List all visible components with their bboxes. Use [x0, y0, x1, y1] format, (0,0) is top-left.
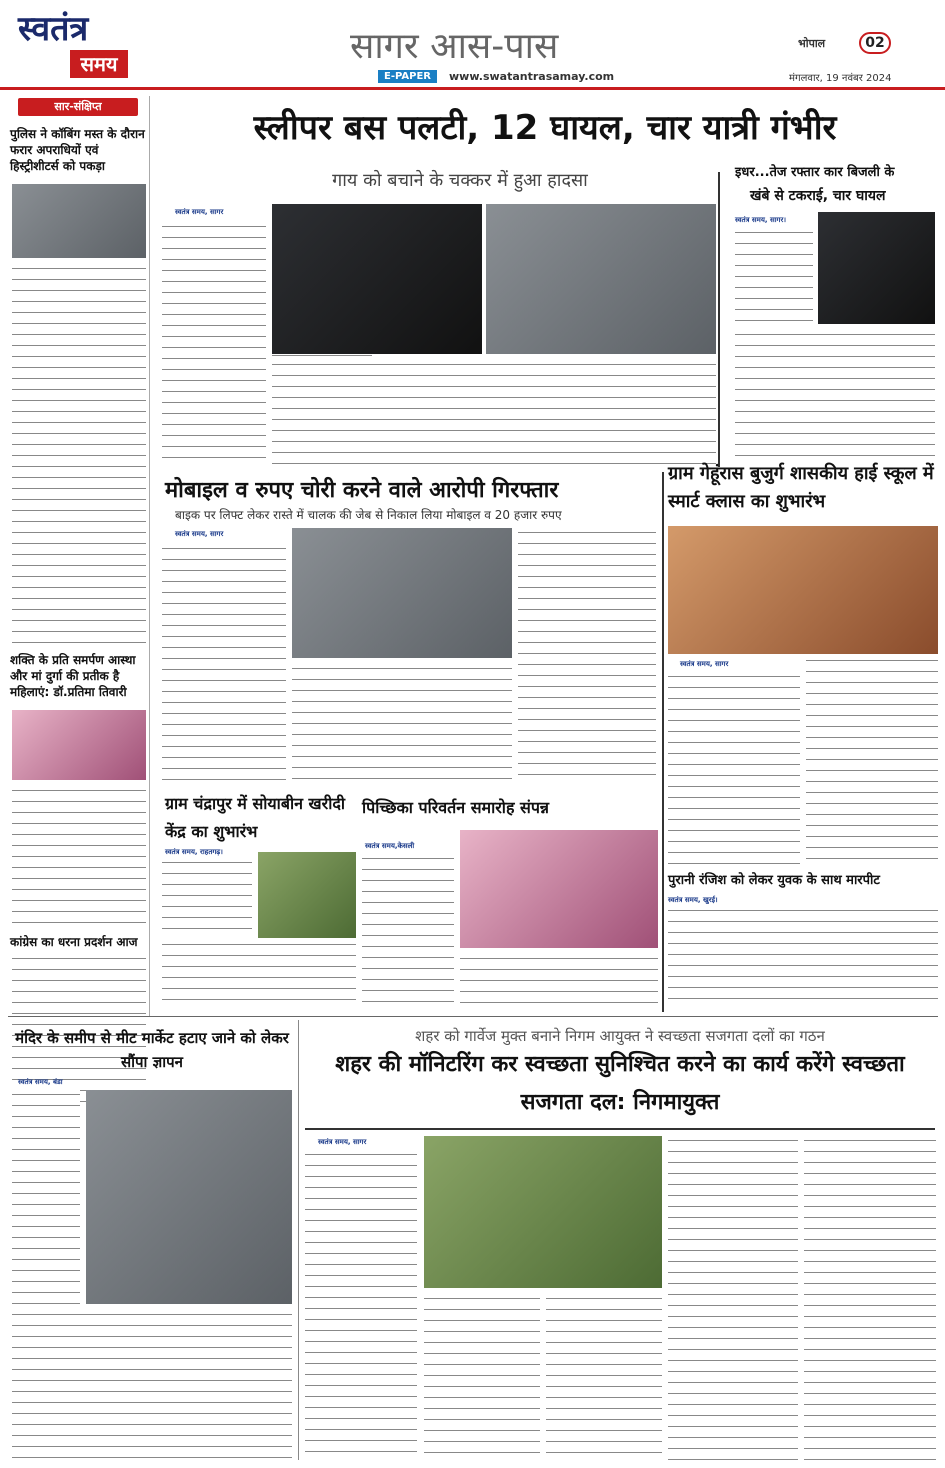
column-divider-2	[662, 472, 664, 1012]
column-divider-3	[298, 1020, 299, 1460]
sidebar-story1-text	[12, 264, 146, 648]
pichchika-headline[interactable]: पिच्छिका परिवर्तन समारोह संपन्न	[362, 798, 550, 817]
school-photo-class	[668, 526, 938, 654]
epaper-label: E-PAPER	[378, 70, 437, 83]
pichchika-text-col1	[362, 854, 454, 1006]
lead-subhead: गाय को बचाने के चक्कर में हुआ हादसा	[332, 170, 588, 191]
nigam-text-col1	[305, 1150, 417, 1460]
rangish-text	[668, 906, 938, 1006]
nigam-photo-shop	[424, 1136, 662, 1288]
nigam-headline[interactable]: शहर की मॉनिटरिंग कर स्वच्छता सुनिश्चित करने का कार्य करेंगे स्वच्छता सजगता दल: निगमायुक्त	[335, 1052, 905, 1115]
sidebar-label: सार-संक्षिप्त	[18, 98, 138, 116]
sidebar	[8, 96, 150, 1016]
site-url[interactable]: www.swatantrasamay.com	[449, 70, 615, 83]
nigam-byline: स्वतंत्र समय, सागर	[318, 1138, 367, 1146]
side-kicker: इधर...तेज रफ्तार कार बिजली के	[735, 165, 895, 180]
side-text-col1	[735, 228, 813, 328]
soyabean-byline: स्वतंत्र समय, राहतगढ़।	[165, 848, 223, 856]
mobile-byline: स्वतंत्र समय, सागर	[175, 530, 224, 538]
sidebar-story3-headline[interactable]: कांग्रेस का धरना प्रदर्शन आज	[10, 935, 138, 949]
sidebar-story1-headline[interactable]: पुलिस ने कॉबिंग मस्त के दौरान फरार अपराधियों एवं हिस्ट्रीशीटर्स को पकड़ा	[10, 127, 145, 173]
school-byline: स्वतंत्र समय, सागर	[680, 660, 729, 668]
soyabean-text-col1	[162, 858, 252, 938]
school-text-col1	[668, 672, 800, 866]
rangish-byline: स्वतंत्र समय, खुरई।	[668, 896, 718, 904]
soyabean-headline[interactable]: ग्राम चंद्रापुर में सोयाबीन खरीदी केंद्र का शुभारंभ	[165, 794, 345, 841]
lead-byline: स्वतंत्र समय, सागर	[175, 208, 224, 216]
lead-photo-bus	[272, 204, 482, 354]
issue-date: मंगलवार, 19 नवंबर 2024	[789, 73, 892, 84]
section-title: सागर आस-पास	[350, 26, 559, 67]
mandir-text-col2	[12, 1310, 292, 1460]
side-photo-car	[818, 212, 935, 324]
mobile-text-col3	[518, 528, 656, 784]
side-headline[interactable]: खंबे से टकराई, चार घायल	[750, 188, 886, 204]
logo-bottom: समय	[70, 50, 128, 78]
mobile-text-col2	[292, 664, 512, 784]
sidebar-story2-text	[12, 786, 146, 926]
nigam-rule	[305, 1128, 935, 1130]
mobile-photo-arrest	[292, 528, 512, 658]
soyabean-text-col2	[162, 940, 356, 1006]
lead-photo-hospital	[486, 204, 716, 354]
mandir-photo	[86, 1090, 292, 1304]
lead-text-cols	[272, 360, 716, 466]
pichchika-photo	[460, 830, 658, 948]
lead-text-col1	[162, 222, 266, 466]
mandir-byline: स्वतंत्र समय, बंडा	[18, 1078, 63, 1086]
mobile-headline[interactable]: मोबाइल व रुपए चोरी करने वाले आरोपी गिरफ्तार	[165, 478, 559, 503]
section-rule	[8, 1016, 938, 1017]
pichchika-text-col2	[460, 954, 658, 1006]
school-text-col2	[806, 656, 938, 866]
side-byline: स्वतंत्र समय, सागर।	[735, 216, 786, 224]
masthead	[0, 0, 945, 90]
logo-top: स्वतंत्र	[18, 9, 89, 49]
sidebar-photo-event	[12, 710, 146, 780]
sidebar-photo-police	[12, 184, 146, 258]
page-number: 02	[859, 32, 891, 54]
nigam-kicker: शहर को गार्वेज मुक्त बनाने निगम आयुक्त ने स्वच्छता सजगता दलों का गठन	[415, 1027, 825, 1045]
edition-city: भोपाल	[798, 37, 826, 50]
pichchika-byline: स्वतंत्र समय,केसली	[365, 842, 415, 850]
nigam-text-col2	[424, 1294, 540, 1460]
nigam-text-col4	[668, 1136, 798, 1460]
nigam-text-col3	[546, 1294, 662, 1460]
sidebar-story2-headline[interactable]: शक्ति के प्रति समर्पण आस्था और मां दुर्गा की प्रतीक है महिलाएं: डॉ.प्रतिमा तिवारी	[10, 653, 136, 699]
lead-headline[interactable]: स्लीपर बस पलटी, 12 घायल, चार यात्री गंभीर	[253, 108, 837, 148]
mandir-text-col1	[12, 1090, 80, 1304]
rangish-headline[interactable]: पुरानी रंजिश को लेकर युवक के साथ मारपीट	[668, 873, 880, 888]
nigam-text-col5	[804, 1136, 936, 1460]
mandir-headline[interactable]: मंदिर के समीप से मीट मार्केट हटाए जाने को लेकर सौंपा ज्ञापन	[15, 1029, 289, 1071]
school-headline[interactable]: ग्राम गेहूंरास बुजुर्ग शासकीय हाई स्कूल में स्मार्ट क्लास का शुभारंभ	[668, 463, 934, 512]
column-divider	[718, 172, 720, 467]
mobile-subhead: बाइक पर लिफ्ट लेकर रास्ते में चालक की जेब से निकाल लिया मोबाइल व 20 हजार रुपए	[175, 508, 562, 522]
mobile-text-col1	[162, 544, 286, 784]
side-text-col2	[735, 330, 935, 466]
soyabean-photo	[258, 852, 356, 938]
